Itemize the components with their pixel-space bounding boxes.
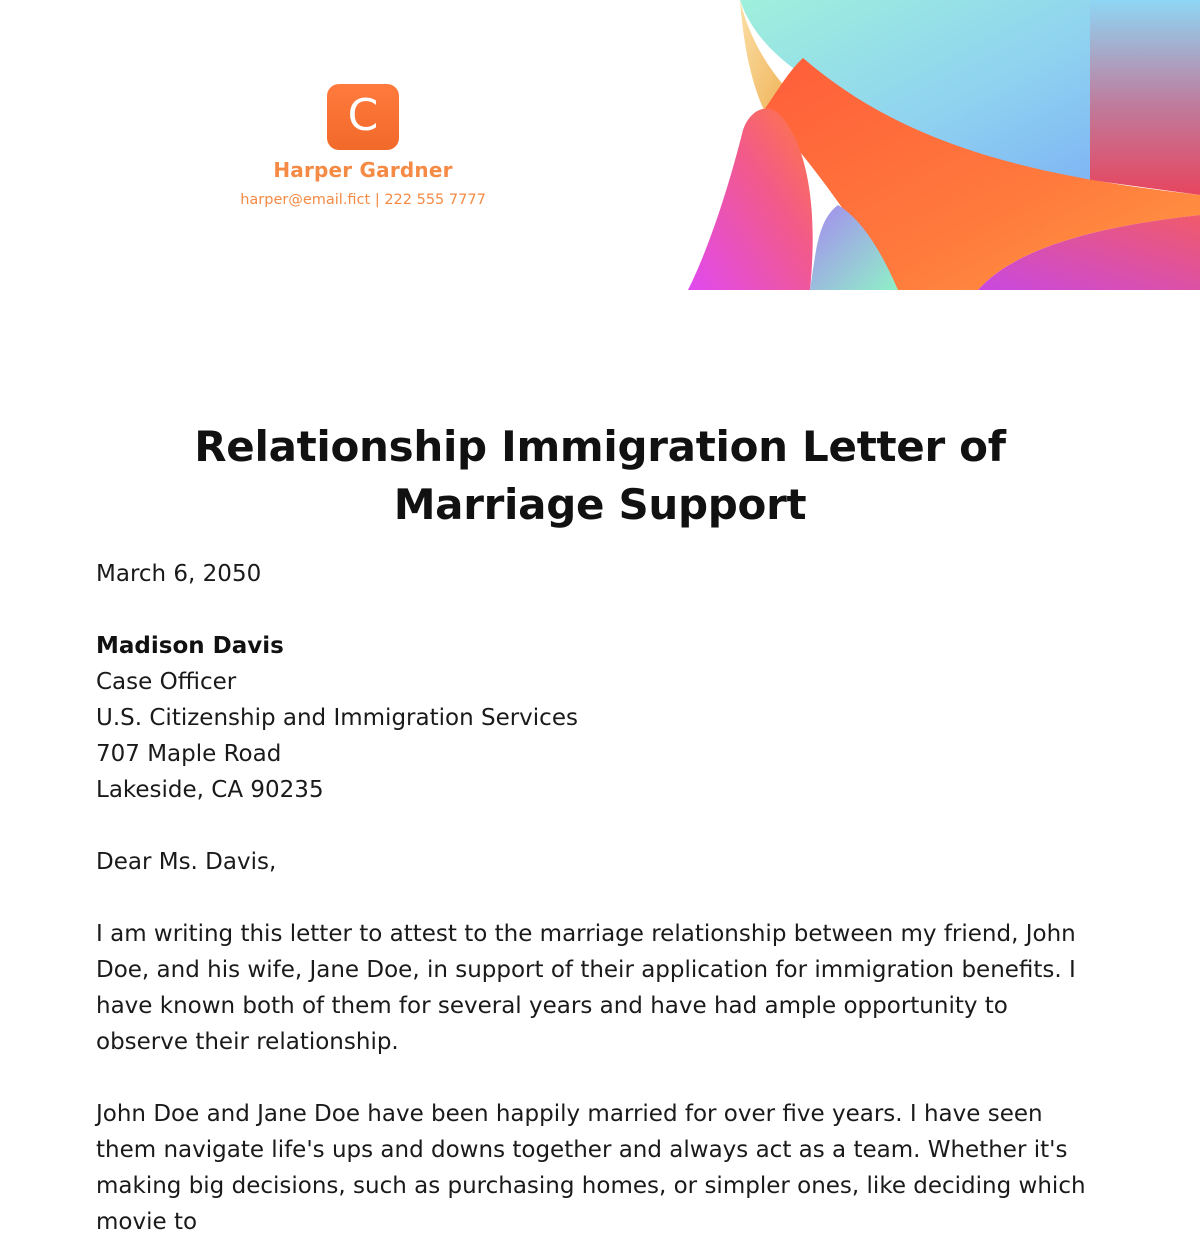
- recipient-name: Madison Davis: [96, 633, 284, 659]
- body-paragraph: I am writing this letter to attest to the marriage relationship between my friend, John Doe, and his wife, Jane Doe, in support of their application for immigration benefits. I have known both of them for several years and have had ample opportunity to observe their relationship.: [96, 921, 1076, 1055]
- letter-date: March 6, 2050: [96, 561, 262, 587]
- logo-letter: C: [347, 90, 379, 141]
- recipient-position: Case Officer: [96, 669, 237, 695]
- body-paragraph: John Doe and Jane Doe have been happily married for over five years. I have seen them navigate life's ups and downs together and always act as a team. Whether it's making big decisions, such as purchasing homes, or simpler ones, like deciding which movie to: [96, 1101, 1086, 1235]
- recipient-city-state-zip: Lakeside, CA 90235: [96, 777, 324, 803]
- sender-name: Harper Gardner: [273, 158, 453, 182]
- company-logo: [327, 84, 399, 150]
- document-title: Relationship Immigration Letter of Marriage Support: [194, 422, 1006, 529]
- decorative-header-graphic: [688, 0, 1200, 290]
- recipient-address-block: [96, 628, 1106, 808]
- sender-contact: harper@email.fict | 222 555 7777: [240, 192, 486, 208]
- recipient-street: 707 Maple Road: [96, 741, 282, 767]
- salutation: Dear Ms. Davis,: [96, 849, 277, 875]
- recipient-organization: U.S. Citizenship and Immigration Services: [96, 705, 578, 731]
